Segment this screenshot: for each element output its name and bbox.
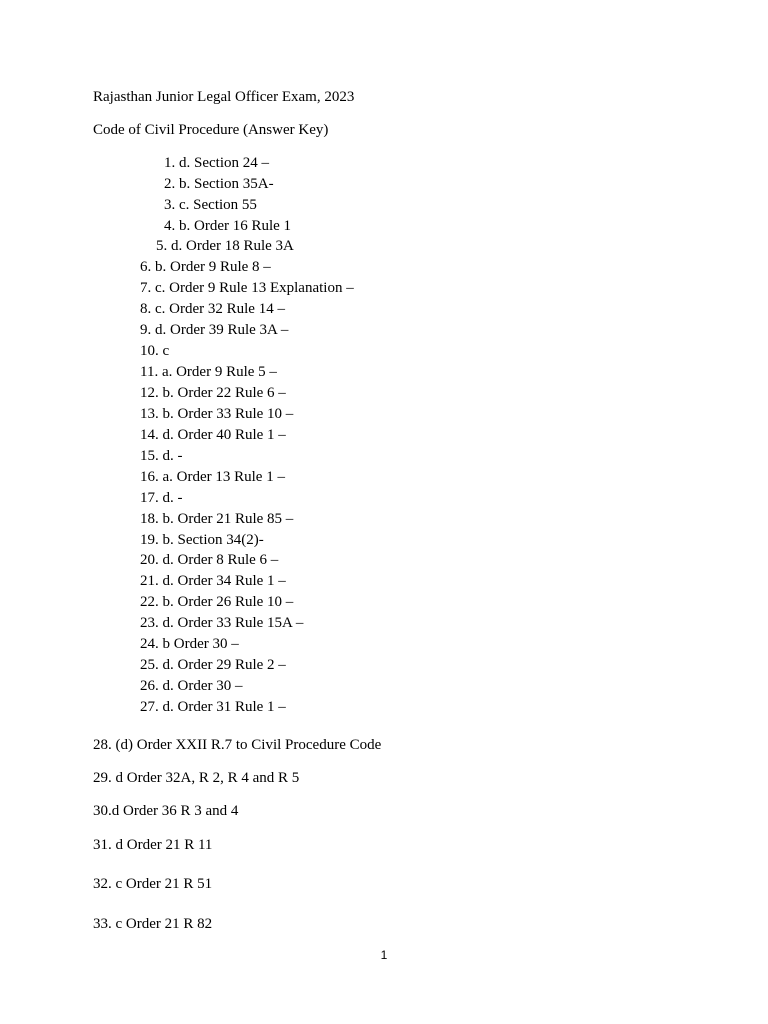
answer-item: 28. (d) Order XXII R.7 to Civil Procedure Code [93,737,382,753]
answer-item: 3. c. Section 55 [164,197,257,213]
answer-item: 10. c [140,343,170,359]
answer-item: 19. b. Section 34(2)- [140,532,264,548]
document-title: Rajasthan Junior Legal Officer Exam, 2023 [93,89,355,105]
page-number: 1 [380,948,388,962]
answer-item: 4. b. Order 16 Rule 1 [164,218,292,234]
answer-item: 14. d. Order 40 Rule 1 – [140,427,286,443]
document-subtitle: Code of Civil Procedure (Answer Key) [93,122,329,138]
answer-item: 6. b. Order 9 Rule 8 – [140,259,271,275]
answer-item: 33. c Order 21 R 82 [93,916,213,932]
answer-item: 21. d. Order 34 Rule 1 – [140,573,286,589]
answer-item: 23. d. Order 33 Rule 15A – [140,615,304,631]
answer-item: 24. b Order 30 – [140,636,239,652]
answer-item: 2. b. Section 35A- [164,176,274,192]
answer-item: 5. d. Order 18 Rule 3A [156,238,294,254]
answer-item: 32. c Order 21 R 51 [93,876,213,892]
answer-item: 7. c. Order 9 Rule 13 Explanation – [140,280,354,296]
answer-item: 26. d. Order 30 – [140,678,243,694]
answer-item: 27. d. Order 31 Rule 1 – [140,699,286,715]
answer-item: 20. d. Order 8 Rule 6 – [140,552,279,568]
answer-item: 8. c. Order 32 Rule 14 – [140,301,285,317]
answer-item: 13. b. Order 33 Rule 10 – [140,406,294,422]
answer-item: 12. b. Order 22 Rule 6 – [140,385,286,401]
answer-item: 17. d. - [140,490,183,506]
answer-item: 18. b. Order 21 Rule 85 – [140,511,294,527]
answer-item: 15. d. - [140,448,183,464]
answer-item: 1. d. Section 24 – [164,155,269,171]
answer-item: 30.d Order 36 R 3 and 4 [93,803,239,819]
answer-item: 11. a. Order 9 Rule 5 – [140,364,277,380]
answer-item: 25. d. Order 29 Rule 2 – [140,657,286,673]
answer-item: 22. b. Order 26 Rule 10 – [140,594,294,610]
answer-item: 9. d. Order 39 Rule 3A – [140,322,289,338]
answer-item: 16. a. Order 13 Rule 1 – [140,469,285,485]
answer-item: 31. d Order 21 R 11 [93,837,213,853]
answer-item: 29. d Order 32A, R 2, R 4 and R 5 [93,770,300,786]
